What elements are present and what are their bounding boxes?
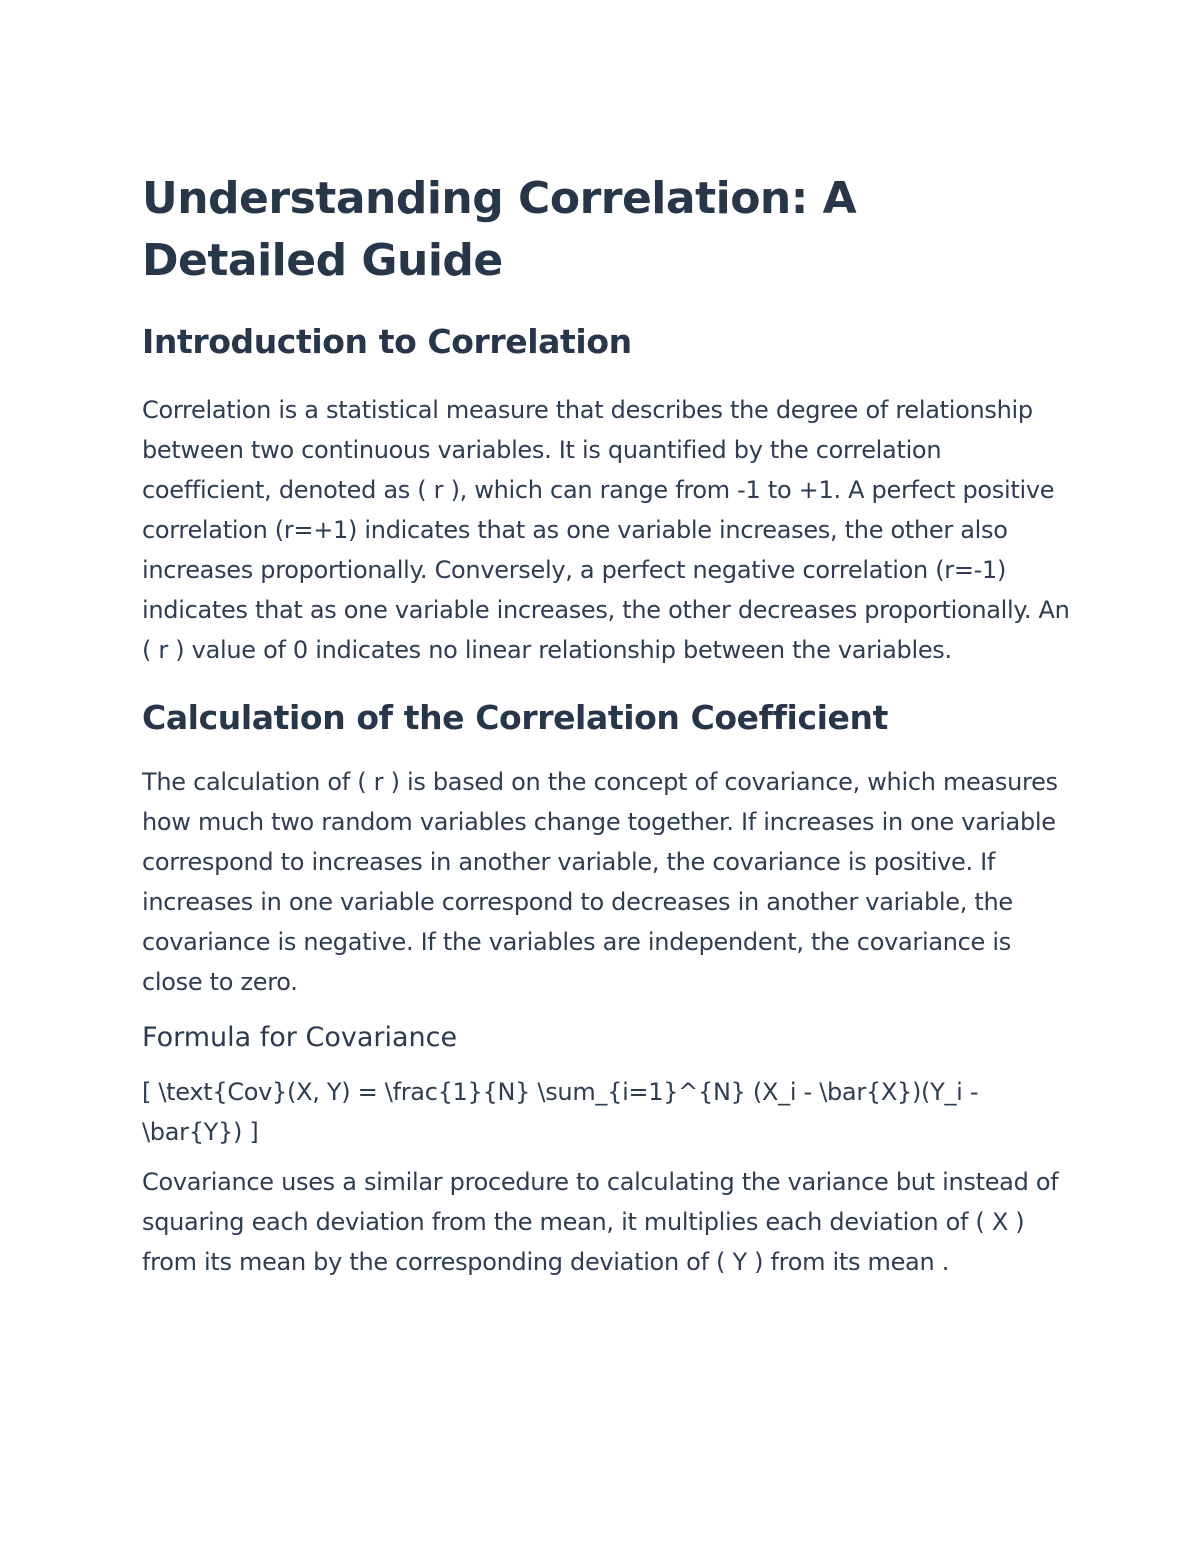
subheading-covariance-formula: Formula for Covariance: [142, 1022, 458, 1053]
covariance-formula: [ \text{Cov}(X, Y) = \frac{1}{N} \sum_{i=1}^{N} (X_i - \bar{X})(Y_i - \bar{Y}) ]: [142, 1078, 979, 1146]
section-heading-calculation: Calculation of the Correlation Coefficient: [142, 698, 888, 737]
section-heading-introduction: Introduction to Correlation: [142, 322, 632, 361]
covariance-explanation-paragraph: Covariance uses a similar procedure to calculating the variance but instead of squaring each deviation from the mean, it multiplies each deviation of ( X ) from its mean by the corresponding deviation of ( Y ) from its mean .: [142, 1168, 1059, 1276]
document-page: [142, 168, 1072, 1282]
introduction-paragraph: Correlation is a statistical measure that describes the degree of relationship between two continuous variables. It is quantified by the correlation coefficient, denoted as ( r ), which can range from -1 to +1. A perfect positive correlation (r=+1) indicates that as one variable increases, the other also increases proportionally. Conversely, a perfect negative correlation (r=-1) indicates that as one variable increases, the other decreases proportionally. An ( r ) value of 0 indicates no linear relationship between the variables.: [142, 396, 1070, 664]
document-title: Understanding Correlation: A Detailed Guide: [142, 173, 857, 286]
calculation-paragraph: The calculation of ( r ) is based on the concept of covariance, which measures how much two random variables change together. If increases in one variable correspond to increases in another variable, the covariance is positive. If increases in one variable correspond to decreases in another variable, the covariance is negative. If the variables are independent, the covariance is close to zero.: [142, 768, 1058, 996]
